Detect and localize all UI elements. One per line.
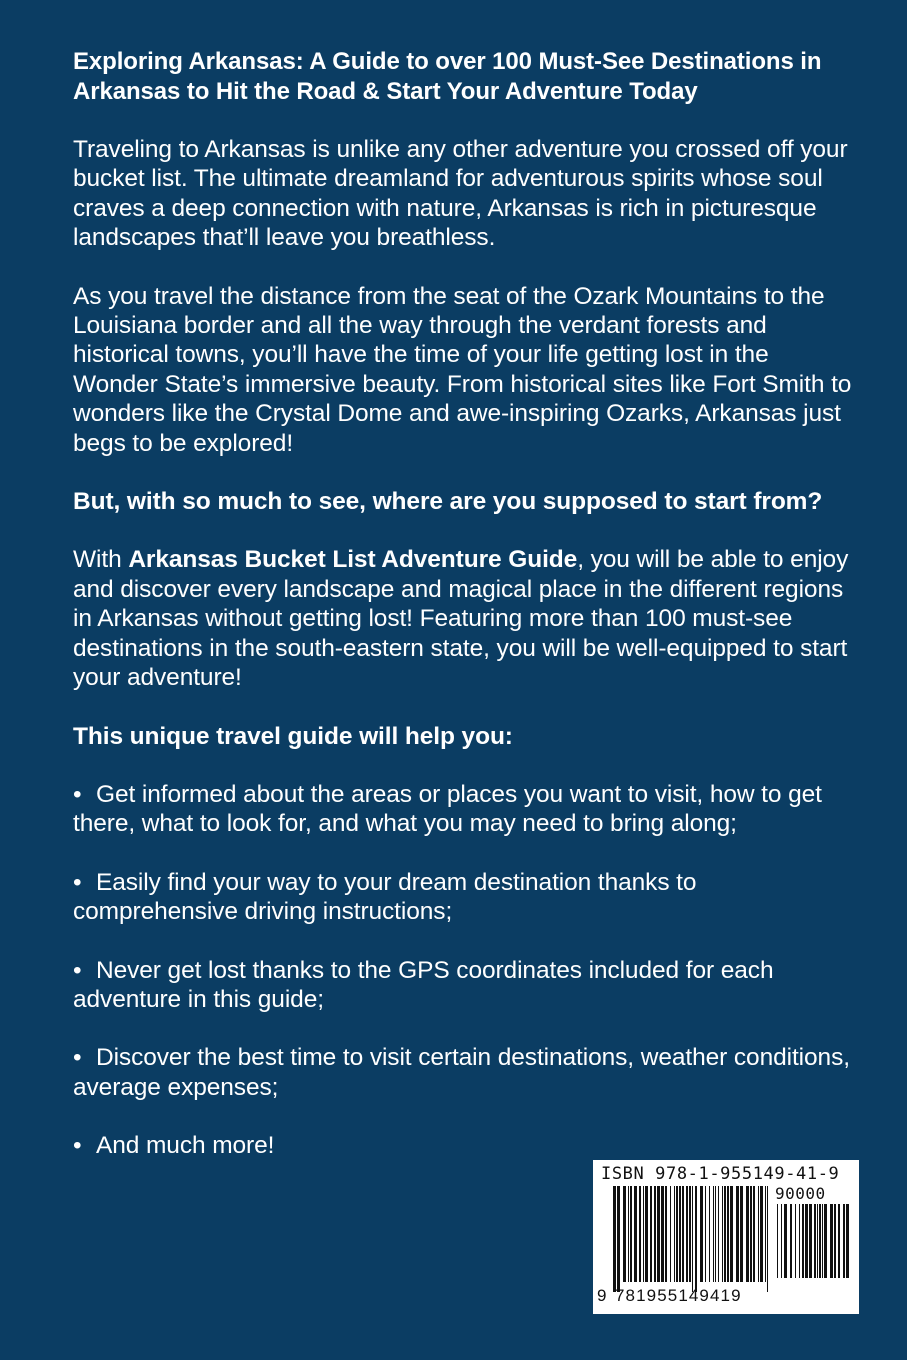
barcode-bar bbox=[824, 1204, 827, 1278]
price-code: 90000 bbox=[775, 1184, 826, 1203]
barcode-bar bbox=[682, 1186, 684, 1282]
guide-paragraph bbox=[73, 545, 853, 692]
barcode-bar bbox=[838, 1204, 840, 1278]
barcode-bar bbox=[665, 1186, 667, 1282]
barcode-bar bbox=[805, 1204, 808, 1278]
isbn-barcode bbox=[593, 1160, 859, 1314]
barcode-bar bbox=[777, 1204, 778, 1278]
question-heading: But, with so much to see, where are you supposed to start from? bbox=[73, 488, 823, 516]
barcode-bar bbox=[628, 1186, 629, 1282]
bullet-icon: • bbox=[73, 1044, 82, 1072]
list-item bbox=[73, 1043, 853, 1102]
list-item bbox=[73, 780, 853, 839]
intro-paragraph: Traveling to Arkansas is unlike any other adventure you crossed off your bucket list. The ultimate dreamland for adventurous spirits whose soul craves a deep connection with nature, Arkansas is rich in picturesque landscapes that’ll leave you breathless. bbox=[73, 136, 848, 252]
barcode-bar bbox=[692, 1186, 693, 1292]
list-item-text: Never get lost thanks to the GPS coordinates included for each adventure in this guide; bbox=[73, 956, 774, 1013]
barcode-bar bbox=[730, 1186, 733, 1282]
travel-paragraph: As you travel the distance from the seat of the Ozark Mountains to the Louisiana border and all the way through the verdant forests and historical towns, you’ll have the time of your life getting lost in the Wonder State’s immersive beauty. From historical sites like Fort Smith to wonders like the Crystal Dome and awe-inspiring Ozarks, Arkansas just begs to be explored! bbox=[73, 282, 852, 457]
barcode-bar bbox=[700, 1186, 703, 1282]
barcode-bar bbox=[709, 1186, 710, 1282]
barcode-bar bbox=[740, 1186, 743, 1282]
bullet-icon: • bbox=[73, 868, 82, 896]
barcode-bar bbox=[819, 1204, 821, 1278]
barcode-bar bbox=[686, 1186, 688, 1282]
ean-first-digit: 9 bbox=[597, 1286, 607, 1305]
barcode-bar bbox=[670, 1186, 671, 1282]
barcode-bar bbox=[639, 1186, 641, 1282]
barcode-bar bbox=[814, 1204, 816, 1278]
barcode-bar bbox=[758, 1186, 759, 1282]
barcode-bar bbox=[781, 1204, 782, 1278]
barcode-bar bbox=[679, 1186, 681, 1282]
barcode-bar bbox=[674, 1186, 675, 1282]
barcode-bar bbox=[760, 1186, 763, 1282]
list-item-text: Easily find your way to your dream destination thanks to comprehensive driving instructions; bbox=[73, 868, 697, 926]
addon-barcode-bars bbox=[777, 1204, 849, 1288]
back-cover-text bbox=[73, 47, 853, 1161]
list-item-text: Get informed about the areas or places you want to visit, how to get there, what to look for, and what you may need to bring along; bbox=[73, 780, 822, 838]
barcode-bar bbox=[645, 1186, 648, 1282]
barcode-bar bbox=[817, 1204, 818, 1278]
barcode-bar bbox=[809, 1204, 812, 1278]
barcode-bar bbox=[790, 1204, 792, 1278]
barcode-bars bbox=[613, 1186, 773, 1292]
barcode-bar bbox=[650, 1186, 652, 1282]
barcode-bar bbox=[746, 1186, 749, 1282]
barcode-bar bbox=[623, 1186, 626, 1282]
barcode-bar bbox=[795, 1204, 796, 1278]
barcode-bar bbox=[822, 1204, 823, 1278]
barcode-bar bbox=[736, 1186, 739, 1282]
isbn-label: ISBN 978-1-955149-41-9 bbox=[601, 1164, 840, 1184]
list-item bbox=[73, 956, 853, 1015]
barcode-bar bbox=[634, 1186, 637, 1282]
barcode-bar bbox=[784, 1204, 787, 1278]
list-item-text: Discover the best time to visit certain destinations, weather conditions, average expenses; bbox=[73, 1044, 850, 1101]
list-heading: This unique travel guide will help you: bbox=[73, 722, 513, 750]
barcode-bar bbox=[834, 1204, 836, 1278]
barcode-bar bbox=[843, 1204, 845, 1278]
barcode-bar bbox=[846, 1204, 849, 1278]
book-heading: Exploring Arkansas: A Guide to over 100 Must-See Destinations in Arkansas to Hit the Road & Start Your Adventure Today bbox=[73, 48, 822, 105]
barcode-bar bbox=[705, 1186, 706, 1282]
barcode-bar bbox=[630, 1186, 632, 1282]
barcode-bar bbox=[643, 1186, 644, 1282]
barcode-bar bbox=[689, 1186, 691, 1282]
barcode-bar bbox=[654, 1186, 656, 1282]
barcode-bar bbox=[718, 1186, 719, 1282]
barcode-bar bbox=[802, 1204, 804, 1278]
barcode-bar bbox=[767, 1186, 768, 1292]
barcode-bar bbox=[676, 1186, 678, 1282]
barcode-bar bbox=[661, 1186, 664, 1282]
barcode-bar bbox=[613, 1186, 616, 1292]
barcode-bar bbox=[713, 1186, 714, 1282]
guide-paragraph-suffix: , you will be able to enjoy and discover every landscape and magical place in the different regions in Arkansas without getting lost! Featuring more than 100 must-see destinations in the south-eastern state, you will be well-equipped to start your adventure! bbox=[73, 546, 849, 692]
barcode-bar bbox=[695, 1186, 697, 1292]
barcode-bar bbox=[722, 1186, 723, 1282]
bullet-icon: • bbox=[73, 1132, 82, 1160]
barcode-bar bbox=[727, 1186, 729, 1282]
list-item bbox=[73, 1131, 853, 1160]
barcode-bar bbox=[657, 1186, 660, 1282]
barcode-bar bbox=[799, 1204, 800, 1278]
list-item bbox=[73, 868, 853, 927]
barcode-bar bbox=[750, 1186, 752, 1282]
guide-paragraph-prefix: With bbox=[73, 546, 129, 574]
barcode-bar bbox=[753, 1186, 755, 1282]
book-title: Arkansas Bucket List Adventure Guide bbox=[128, 546, 578, 574]
bullet-icon: • bbox=[73, 956, 82, 984]
barcode-bar bbox=[715, 1186, 716, 1282]
barcode-bar bbox=[617, 1186, 620, 1292]
barcode-bar bbox=[724, 1186, 726, 1282]
barcode-bar bbox=[765, 1186, 766, 1282]
list-item-text: And much more! bbox=[96, 1132, 275, 1160]
ean-digits: 781955149419 bbox=[615, 1286, 742, 1305]
barcode-bar bbox=[830, 1204, 833, 1278]
bullet-icon: • bbox=[73, 780, 82, 808]
